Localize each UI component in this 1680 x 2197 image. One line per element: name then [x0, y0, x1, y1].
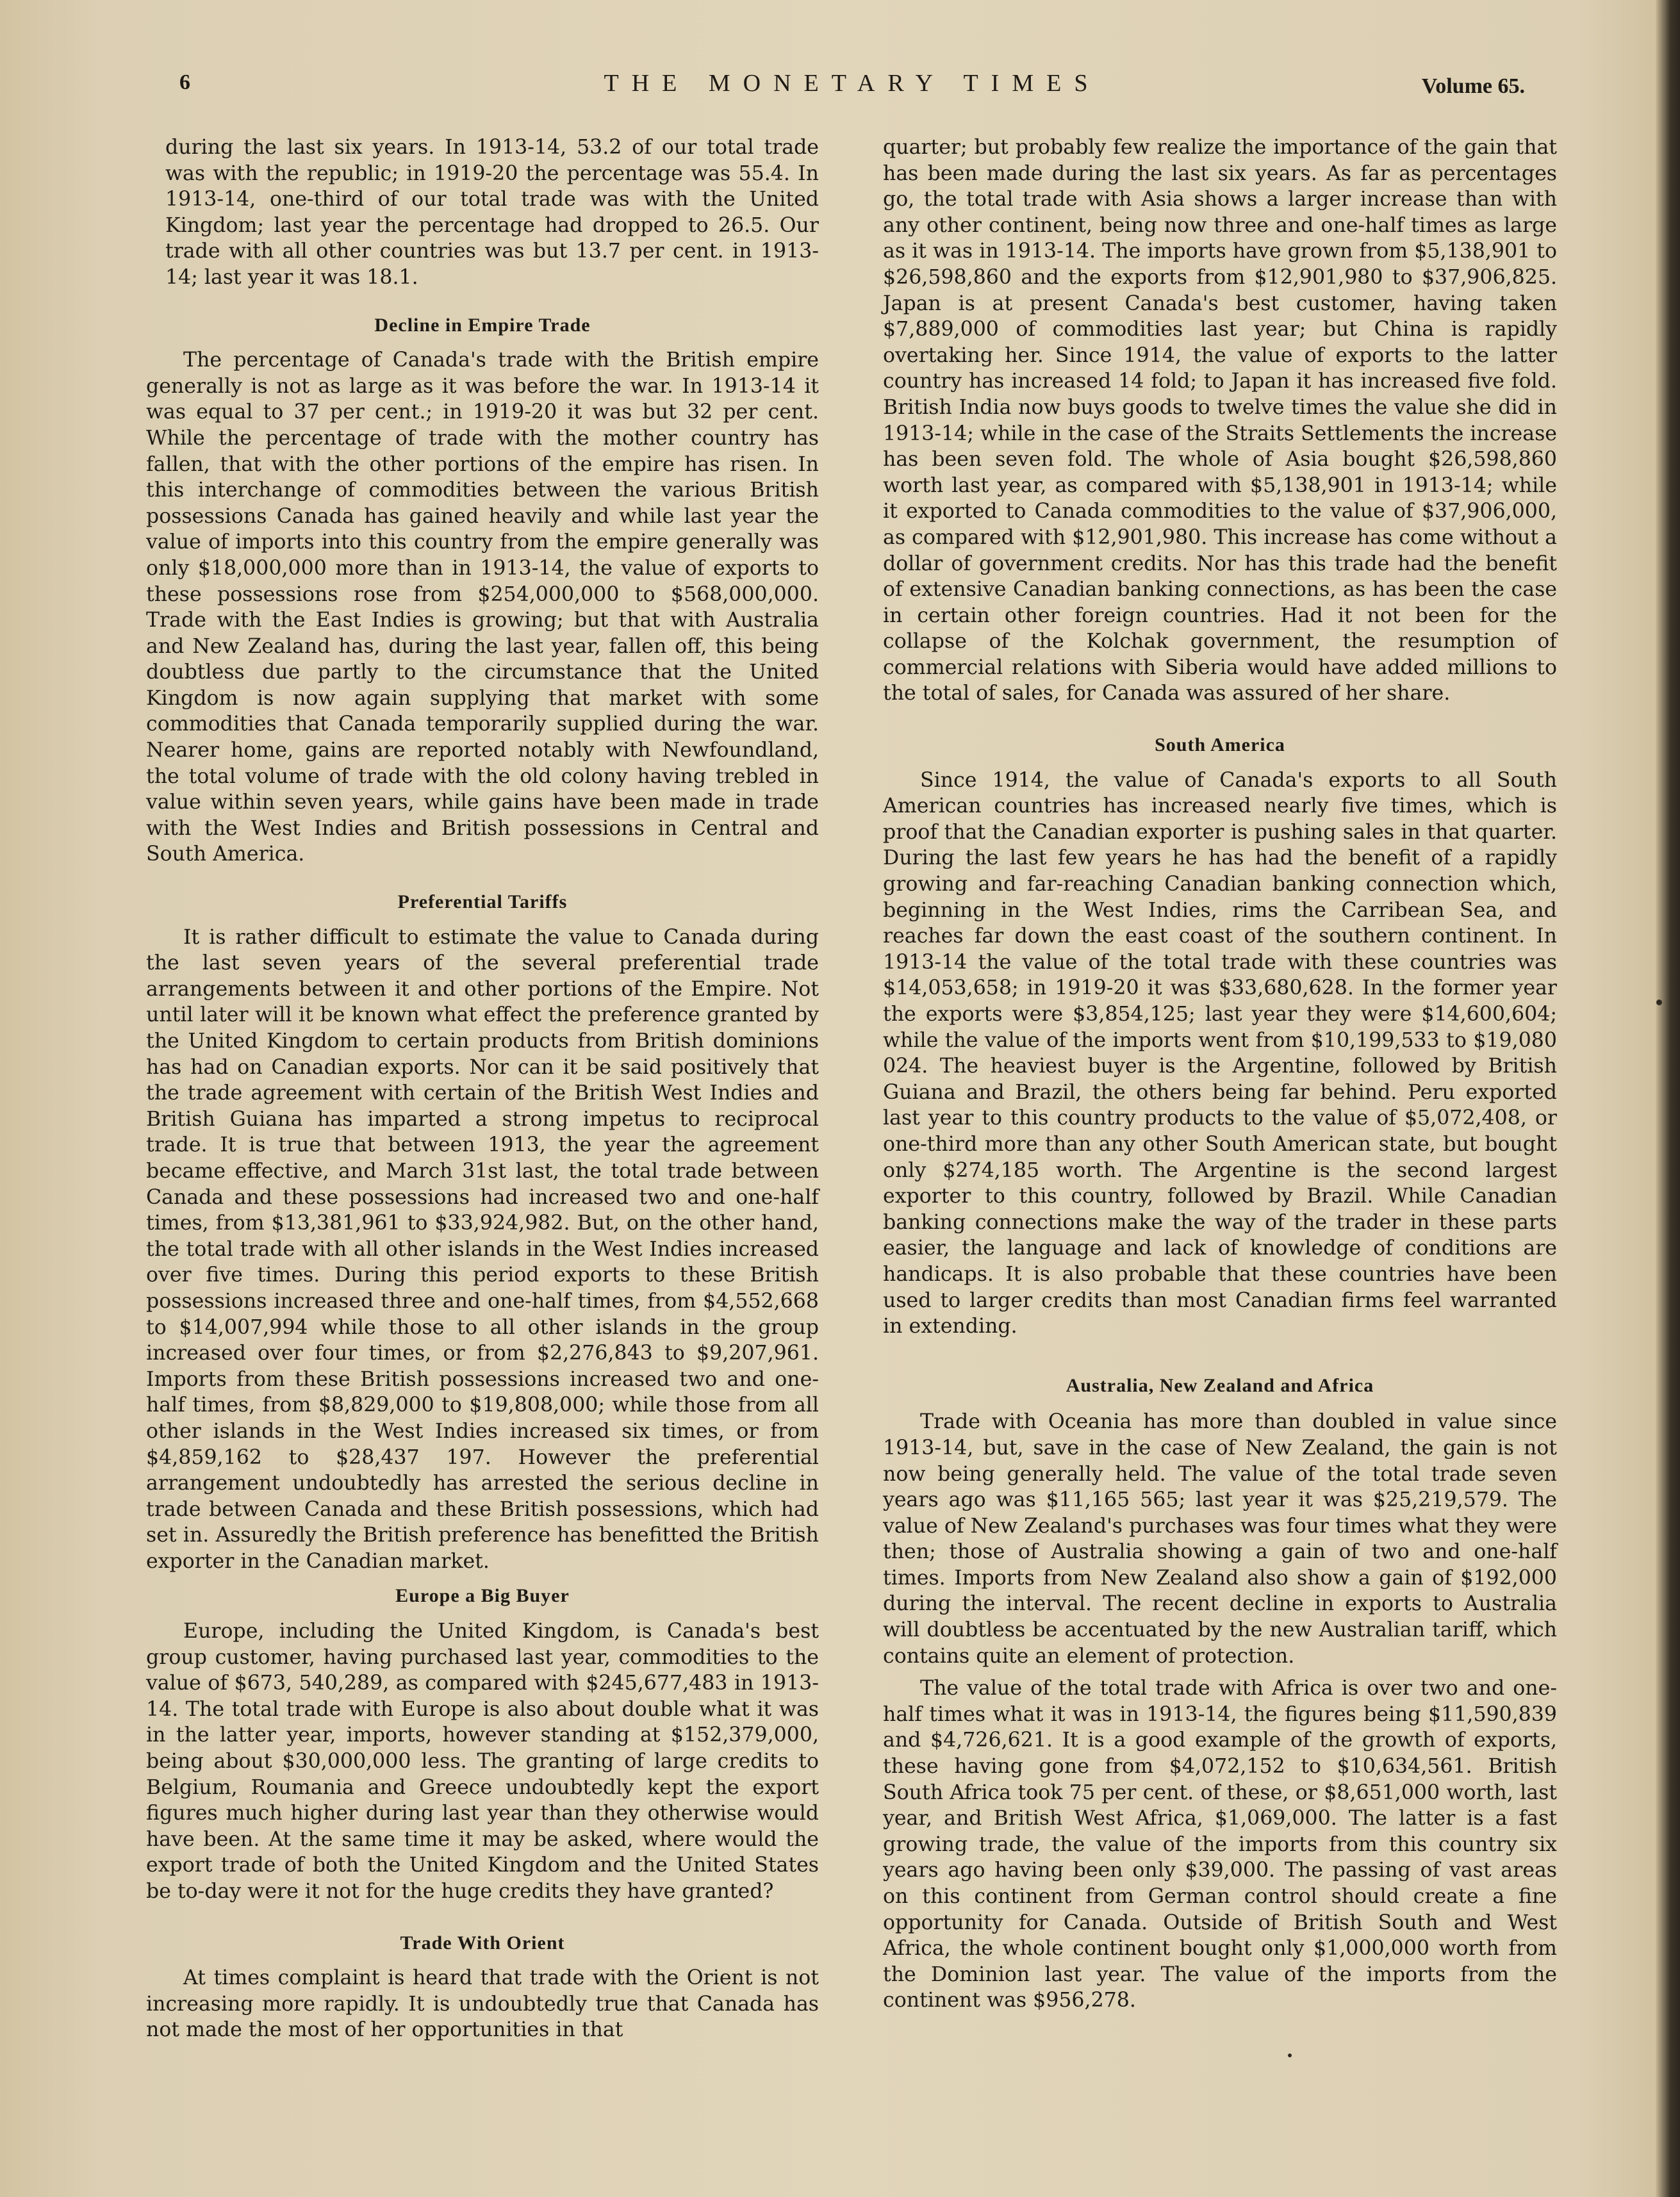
paragraph-orient-continued: quarter; but probably few realize the importance of the gain that has been made during the last six years. As far as percentages go, the total trade with Asia shows a larger increase than with any other continent, being now three and one-half times as large as it was in 1913-14. The imports have grown from $5,138,901 to $26,598,860 and the exports from $12,901,980 to $37,906,825. Japan is at present Canada's best customer, having taken $7,889,000 of commodities last year; but China is rapidly overtaking her. Since 1914, the value of exports to the latter country has increased 14 fold; to Japan it has increased five fold. British India now buys goods to twelve times the value she did in 1913-14; while in the case of the Straits Settlements the increase has been seven fold. The whole of Asia bought $26,598,860 worth last year, as compared with $5,138,901 in 1913-14; while it exported to Canada commodities to the value of $37,906,000, as compared with $12,901,980. This increase has come without a dollar of government credits. Nor has this trade had the benefit of extensive Canadian banking connections, as has been the case in certain other foreign countries. Had it not been for the collapse of the Kolchak government, the resumption of commercial relations with Siberia would have added millions to the total of sales, for Canada was assured of her share. — [883, 136, 1557, 705]
heading-decline-empire-trade: Decline in Empire Trade — [374, 314, 591, 336]
paragraph-orient: At times complaint is heard that trade with the Orient is not increasing more rapidly. It is undoubtedly true that Canada has not made the most of her opportunities in that — [146, 1966, 819, 2042]
paragraph-preferential-tariffs: It is rather difficult to estimate the value to Canada during the last seven years of the several preferential trade arrangements between it and other portions of the Empire. Not until later will it be known what effect the preference granted by the United Kingdom to certain products from British dominions has had on Canadian exports. Nor can it be said positively that the trade agreement with certain of the British West Indies and British Guiana has imparted a strong impetus to reciprocal trade. It is true that between 1913, the year the agreement became effective, and March 31st last, the total trade between Canada and these possessions had increased two and one-half times, from $13,381,961 to $33,924,982. But, on the other hand, the total trade with all other islands in the West Indies increased over five times. During this period exports to these British possessions increased three and one-half times, from $4,552,668 to $14,007,994 while those to all other islands in the group increased over four times, or from $2,276,843 to $9,207,961. Imports from these British possessions increased two and one-half times, from $8,829,000 to $19,808,000; while those from all other islands in the West Indies increased six times, or from $4,859,162 to $28,437 197. However the preferential arrangement undoubtedly has arrested the serious decline in trade between Canada and these British possessions, which had set in. Assuredly the British preference has benefitted the British exporter in the Canadian market. — [146, 925, 819, 1573]
page-header — [179, 69, 1525, 108]
heading-south-america: South America — [1155, 734, 1285, 756]
heading-europe-big-buyer: Europe a Big Buyer — [395, 1585, 570, 1607]
paragraph-south-america: Since 1914, the value of Canada's exports to all South American countries has increased nearly five times, which is proof that the Canadian exporter is pushing sales in that quarter. During the last few years he has had the benefit of a rapidly growing and far-reaching Canadian banking connection which, beginning in the West Indies, rims the Carribean Sea, and reaches far down the east coast of the southern continent. In 1913-14 the value of the total trade with these countries was $14,053,658; in 1919-20 it was $33,680,628. In the former year the exports were $3,854,125; last year they were $14,600,604; while the value of the imports went from $10,199,533 to $19,080 024. The heaviest buyer is the Argentine, followed by British Guiana and Brazil, the others being far behind. Peru exported last year to this country products to the value of $5,072,408, or one-third more than any other South American state, but bought only $274,185 worth. The Argentine is the second largest exporter to this country, followed by Brazil. While Canadian banking connections make the way of the trader in these parts easier, the language and lack of knowledge of conditions are handicaps. It is also probable that these countries have been used to larger credits than most Canadian firms feel warranted in extending. — [883, 768, 1557, 1338]
volume-label: Volume 65. — [1421, 74, 1525, 98]
ink-speck — [1656, 1000, 1662, 1005]
paragraph-europe: Europe, including the United Kingdom, is Canada's best group customer, having purchased last year, commodities to the value of $673, 540,289, as compared with $245,677,483 in 1913-14. The total trade with Europe is also about double what it was in the latter year, imports, however standing at $152,379,000, being about $30,000,000 less. The granting of large credits to Belgium, Roumania and Greece undoubtedly kept the export figures much higher during last year than they otherwise would have been. At the same time it may be asked, where would the export trade of both the United Kingdom and the United States be to-day were it not for the huge credits they have granted? — [146, 1620, 819, 1903]
paragraph-oceania: Trade with Oceania has more than doubled in value since 1913-14, but, save in the case of New Zealand, the gain is not now being generally held. The value of the total trade seven years ago was $11,165 565; last year it was $25,219,579. The value of New Zealand's purchases was four times what they were then; those of Australia showing a gain of two and one-half times. Imports from New Zealand also show a gain of $192,000 during the interval. The recent decline in exports to Australia will doubtless be accentuated by the new Australian tariff, which contains quite an element of protection. — [883, 1410, 1557, 1668]
left-column — [146, 135, 819, 2043]
heading-preferential-tariffs: Preferential Tariffs — [397, 891, 568, 913]
paragraph-empire-trade: The percentage of Canada's trade with the British empire generally is not as large as it was before the war. In 1913-14 it was equal to 37 per cent.; in 1919-20 it was but 32 per cent. While the percentage of trade with the mother country has fallen, that with the other portions of the empire has risen. In this interchange of commodities between the various British possessions Canada has gained heavily and while last year the value of imports into this country from the empire generally was only $18,000,000 more than in 1913-14, the value of exports to these possessions rose from $254,000,000 to $568,000,000. Trade with the East Indies is growing; but that with Australia and New Zealand has, during the last year, fallen off, this being doubtless due partly to the circumstance that the United Kingdom is now again supplying that market with some commodities that Canada temporarily supplied during the war. Nearer home, gains are reported notably with Newfoundland, the total volume of trade with the old colony having trebled in value within seven years, while gains have been made in trade with the West Indies and British possessions in Central and South America. — [146, 349, 819, 866]
ink-speck — [1288, 2053, 1292, 2057]
right-column — [883, 135, 1557, 2014]
page-edge-shadow — [1656, 0, 1680, 2197]
paragraph-africa: The value of the total trade with Africa is over two and one-half times what it was in 1913-14, the figures being $11,590,839 and $4,726,621. It is a good example of the growth of exports, these having gone from $4,072,152 to $10,634,561. British South Africa took 75 per cent. of these, or $8,651,000 worth, last year, and British West Africa, $1,069,000. The latter is a fast growing trade, the value of the imports from this country six years ago having been only $39,000. The passing of vast areas on this continent from German control should create a fine opportunity for Canada. Outside of British South and West Africa, the whole continent bought only $1,000,000 worth from the Dominion last year. The value of the imports from the continent was $956,278. — [883, 1677, 1557, 2012]
publication-title: THE MONETARY TIMES — [604, 70, 1101, 97]
intro-paragraph: during the last six years. In 1913-14, 53.2 of our total trade was with the republic; in 1919-20 the percentage was 55.4. In 1913-14, one-third of our total trade was with the United Kingdom; last year the percentage had dropped to 26.5. Our trade with all other countries was but 13.7 per cent. in 1913-14; last year it was 18.1. — [165, 136, 819, 289]
heading-australia-nz-africa: Australia, New Zealand and Africa — [1066, 1374, 1374, 1396]
heading-trade-with-orient: Trade With Orient — [400, 1932, 565, 1954]
page-number: 6 — [179, 70, 190, 94]
